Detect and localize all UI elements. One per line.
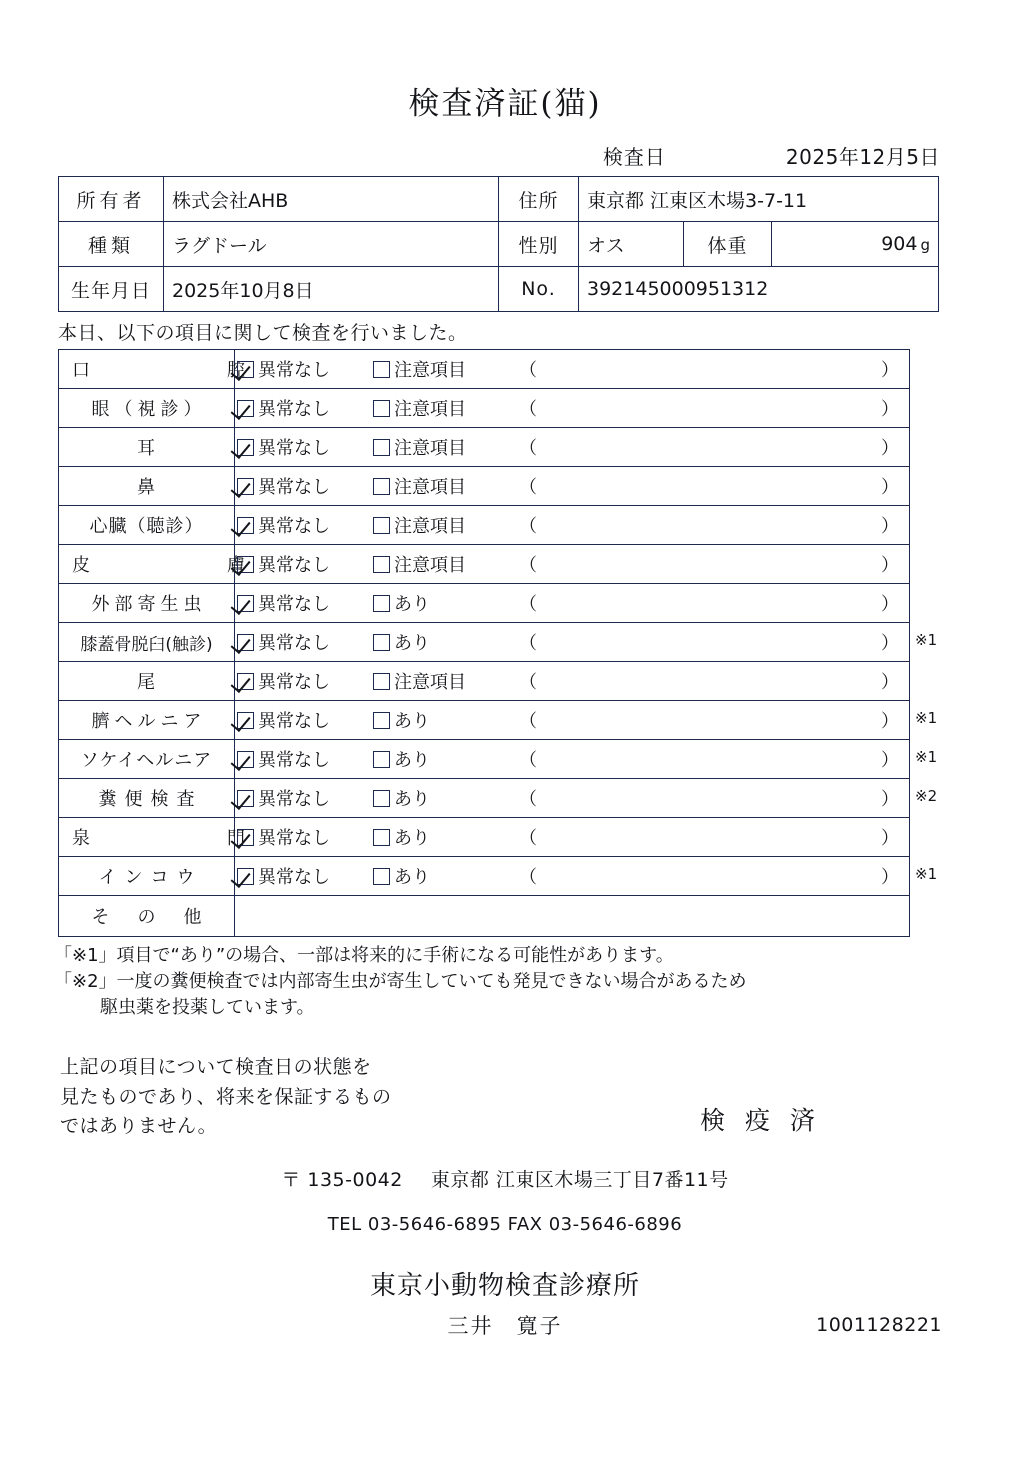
checkbox-option-normal[interactable] [237,395,369,421]
exam-item-label: 耳 [59,428,235,467]
clinic-tel-fax: TEL 03-5646-6895 FAX 03-5646-6896 [327,1214,683,1236]
exam-item-note: ※1 [915,709,938,727]
checkbox-label-secondary: 注意項目 [394,360,466,381]
checkbox-icon[interactable] [373,790,390,807]
checkbox-icon[interactable] [373,712,390,729]
paren-left: （ [519,750,537,771]
checkbox-option-normal[interactable] [237,434,369,460]
exam-item-label: 皮 膚 [59,545,235,584]
paren-left: （ [519,711,537,732]
paren-right: ） [881,789,899,810]
address-value: 東京都 江東区木場3-7-11 [579,177,939,222]
table-row [59,740,910,779]
paren-left: （ [519,438,537,459]
exam-item-options [235,818,910,857]
checkbox-option-secondary[interactable] [373,551,513,577]
clinic-zip: 〒 135-0042 [281,1169,403,1192]
exam-item-options [235,623,910,662]
checkbox-label-normal: 異常なし [258,399,330,420]
disclaimer-line-3: ではありません。 [60,1115,218,1138]
exam-item-options [235,428,910,467]
paren-right: ） [881,477,899,498]
birth-label: 生年月日 [59,267,164,312]
checkbox-option-secondary[interactable] [373,746,513,772]
checkbox-label-secondary: 注意項目 [394,516,466,537]
paren-left: （ [519,360,537,381]
paren-right: ） [881,555,899,576]
exam-item-label: 鼻 [59,467,235,506]
exam-item-options [235,662,910,701]
checkbox-option-secondary[interactable] [373,707,513,733]
weight-value: 904 [881,233,918,255]
checkbox-icon[interactable] [237,478,254,495]
paren-right: ） [881,867,899,888]
paren-left: （ [519,516,537,537]
footnote-2: 「※2」一度の糞便検査では内部寄生虫が寄生していても発見できない場合があるため [54,971,747,993]
address-label: 住所 [499,177,579,222]
paren-right: ） [881,516,899,537]
table-row [59,779,910,818]
breed-value: ラグドール [164,222,499,267]
exam-item-note: ※1 [915,748,938,766]
weight-value-cell [772,222,939,267]
checkbox-label-secondary: あり [394,867,430,888]
clinic-address: 東京都 江東区木場三丁目7番11号 [430,1169,729,1192]
table-row [59,506,910,545]
footnotes [54,943,1010,1021]
checkbox-label-normal: 異常なし [258,672,330,693]
paren-right: ） [881,399,899,420]
clinic-person: 三井 寛子 [447,1314,563,1339]
checkbox-label-normal: 異常なし [258,633,330,654]
checkbox-label-secondary: 注意項目 [394,477,466,498]
checkbox-option-secondary[interactable] [373,629,513,655]
checkbox-icon[interactable] [373,595,390,612]
checkbox-icon[interactable] [373,478,390,495]
checkbox-icon[interactable] [237,712,254,729]
paren-left: （ [519,828,537,849]
checkbox-icon[interactable] [373,361,390,378]
table-row [59,428,910,467]
checkbox-icon[interactable] [237,439,254,456]
checkbox-label-secondary: あり [394,750,430,771]
checkbox-label-secondary: あり [394,594,430,615]
checkbox-label-secondary: あり [394,633,430,654]
checkbox-icon[interactable] [237,868,254,885]
checkbox-option-normal[interactable] [237,590,369,616]
paren-left: （ [519,594,537,615]
checkbox-icon[interactable] [373,673,390,690]
checkbox-option-secondary[interactable] [373,668,513,694]
checkbox-icon[interactable] [373,829,390,846]
checkbox-label-normal: 異常なし [258,555,330,576]
exam-item-label: 糞便検査 [59,779,235,818]
exam-item-label: 心臓（聴診） [59,506,235,545]
paren-right: ） [881,633,899,654]
paren-right: ） [881,594,899,615]
exam-date-value: 2025年12月5日 [785,145,940,169]
checkbox-label-normal: 異常なし [258,438,330,459]
paren-left: （ [519,867,537,888]
checkbox-option-secondary[interactable] [373,512,513,538]
exam-item-label: 泉 門 [59,818,235,857]
clinic-address-row [0,1165,1010,1192]
exam-item-label: インコウ [59,857,235,896]
paren-left: （ [519,555,537,576]
checkbox-label-normal: 異常なし [258,789,330,810]
checkbox-option-secondary[interactable] [373,395,513,421]
exam-item-note: ※2 [915,787,938,805]
checkbox-option-normal[interactable] [237,512,369,538]
exam-item-options [235,389,910,428]
checkbox-label-normal: 異常なし [258,594,330,615]
checkbox-icon[interactable] [373,868,390,885]
footnote-3: 駆虫薬を投薬しています。 [100,997,315,1019]
exam-item-label: 外部寄生虫 [59,584,235,623]
checkbox-option-normal[interactable] [237,551,369,577]
checkbox-option-secondary[interactable] [373,785,513,811]
checkbox-label-normal: 異常なし [258,516,330,537]
checkbox-label-secondary: 注意項目 [394,672,466,693]
table-row-owner [59,177,939,222]
exam-item-options [235,896,910,937]
exam-item-label: 尾 [59,662,235,701]
checkbox-icon[interactable] [237,595,254,612]
checkbox-option-normal[interactable] [237,668,369,694]
no-value: 392145000951312 [579,267,939,312]
checkbox-label-normal: 異常なし [258,828,330,849]
checkbox-icon[interactable] [237,400,254,417]
checkbox-option-secondary[interactable] [373,473,513,499]
exam-item-note: ※1 [915,631,938,649]
exam-item-options [235,857,910,896]
exam-date-row [0,141,940,170]
weight-label: 体重 [684,222,772,267]
footnote-1: 「※1」項目で“あり”の場合、一部は将来的に手術になる可能性があります。 [54,945,674,966]
disclaimer-block [0,1053,1010,1149]
checkbox-icon[interactable] [237,673,254,690]
checkbox-option-normal[interactable] [237,785,369,811]
disclaimer-text [60,1053,392,1141]
exam-item-note: ※1 [915,865,938,883]
table-row [59,467,910,506]
checkbox-option-normal[interactable] [237,863,369,889]
checkbox-icon[interactable] [373,634,390,651]
paren-right: ） [881,360,899,381]
table-row [59,857,910,896]
table-row [59,389,910,428]
examination-items-table [58,349,910,937]
paren-right: ） [881,438,899,459]
checkbox-label-normal: 異常なし [258,360,330,381]
weight-unit: g [920,236,931,254]
exam-item-options [235,467,910,506]
exam-item-options [235,545,910,584]
checkbox-icon[interactable] [237,751,254,768]
checkbox-icon[interactable] [237,556,254,573]
paren-right: ） [881,750,899,771]
exam-item-label: 膝蓋骨脱臼(触診) [59,623,235,662]
owner-label: 所有者 [59,177,164,222]
no-label: No. [499,267,579,312]
exam-item-label: ソケイヘルニア [59,740,235,779]
paren-left: （ [519,672,537,693]
paren-left: （ [519,633,537,654]
checkbox-icon[interactable] [237,790,254,807]
checkbox-icon[interactable] [373,439,390,456]
checkbox-icon[interactable] [373,751,390,768]
table-row [59,584,910,623]
table-row [59,818,910,857]
paren-left: （ [519,789,537,810]
checkbox-option-normal[interactable] [237,824,369,850]
checkbox-icon[interactable] [373,517,390,534]
checkbox-icon[interactable] [237,361,254,378]
checkbox-icon[interactable] [237,517,254,534]
quarantine-stamp: 検 疫 済 [700,1106,821,1136]
page-title: 検査済証(猫) [408,86,602,122]
exam-item-options [235,506,910,545]
owner-info-table [58,176,939,312]
checkbox-option-secondary[interactable] [373,590,513,616]
sex-label: 性別 [499,222,579,267]
table-row [59,545,910,584]
breed-label: 種類 [59,222,164,267]
checkbox-option-secondary[interactable] [373,863,513,889]
checkbox-option-secondary[interactable] [373,356,513,382]
checkbox-label-secondary: あり [394,789,430,810]
checkbox-label-secondary: 注意項目 [394,399,466,420]
serial-number: 1001128221 [816,1314,942,1336]
checkbox-label-secondary: 注意項目 [394,555,466,576]
checkbox-option-secondary[interactable] [373,824,513,850]
birth-value: 2025年10月8日 [164,267,499,312]
checkbox-icon[interactable] [373,556,390,573]
checkbox-label-secondary: 注意項目 [394,438,466,459]
exam-item-options [235,584,910,623]
table-row [59,701,910,740]
exam-item-label: 臍ヘルニア [59,701,235,740]
checkbox-label-normal: 異常なし [258,867,330,888]
table-row [59,623,910,662]
table-row-breed [59,222,939,267]
table-row [59,350,910,389]
table-row [59,896,910,937]
checkbox-option-normal[interactable] [237,473,369,499]
disclaimer-line-1: 上記の項目について検査日の状態を [60,1056,372,1079]
checkbox-option-secondary[interactable] [373,434,513,460]
owner-value: 株式会社AHB [164,177,499,222]
exam-item-label: そ の 他 [59,896,235,937]
sex-value: オス [579,222,684,267]
exam-item-label: 口 腔 [59,350,235,389]
exam-item-options [235,350,910,389]
table-row-birth [59,267,939,312]
exam-item-label: 眼（視診） [59,389,235,428]
checkbox-option-normal[interactable] [237,746,369,772]
paren-left: （ [519,399,537,420]
checkbox-label-secondary: あり [394,711,430,732]
paren-left: （ [519,477,537,498]
exam-item-options [235,779,910,818]
clinic-name: 東京小動物検査診療所 [369,1271,640,1302]
checkbox-option-normal[interactable] [237,629,369,655]
checkbox-icon[interactable] [237,829,254,846]
paren-right: ） [881,711,899,732]
checkbox-label-normal: 異常なし [258,750,330,771]
exam-item-options [235,701,910,740]
intro-text: 本日、以下の項目に関して検査を行いました。 [58,322,468,344]
table-row [59,662,910,701]
checkbox-option-normal[interactable] [237,356,369,382]
checkbox-icon[interactable] [373,400,390,417]
exam-item-options [235,740,910,779]
disclaimer-line-2: 見たものであり、将来を保証するもの [60,1085,392,1108]
checkbox-label-secondary: あり [394,828,430,849]
paren-right: ） [881,672,899,693]
exam-date-label: 検査日 [602,145,666,169]
checkbox-label-normal: 異常なし [258,711,330,732]
paren-right: ） [881,828,899,849]
checkbox-icon[interactable] [237,634,254,651]
checkbox-option-normal[interactable] [237,707,369,733]
checkbox-label-normal: 異常なし [258,477,330,498]
